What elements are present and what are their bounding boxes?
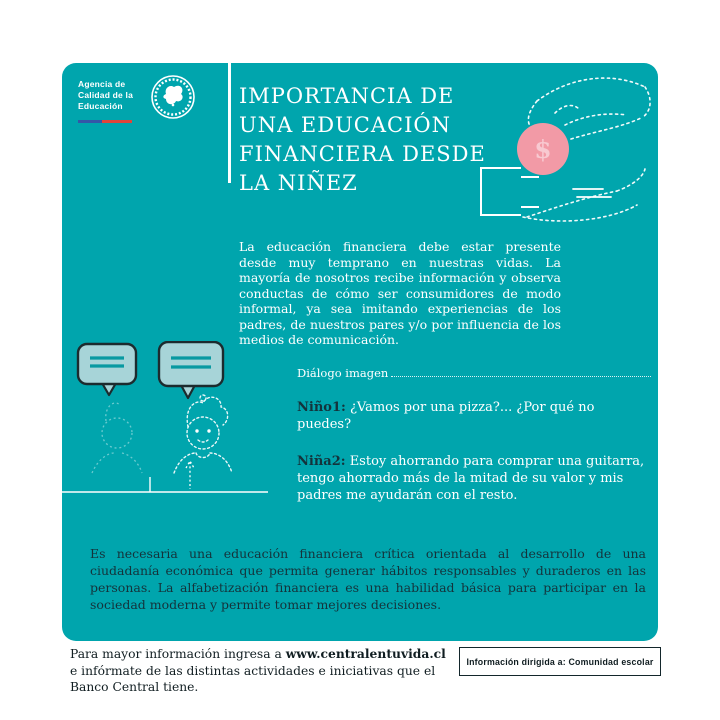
footer-line-2: e infórmate de las distintas actividades e iniciativas que el Banco Central tiene. <box>70 663 436 694</box>
flag-blue-segment <box>78 120 102 123</box>
dialogue-label-row <box>297 366 651 380</box>
speech-bubble-icon <box>159 342 223 398</box>
agency-seal-icon <box>150 74 196 120</box>
page-title <box>239 82 486 198</box>
speech-bubble-icon <box>78 344 136 395</box>
intro-paragraph: La educación financiera debe estar presente desde muy temprano en nuestras vidas. La mayoría de nosotros recibe información y observa conductas de cómo ser consumidores de modo informal, ya sea imitando experiencias de los padres, de nuestros pares y/o por influencia de los medios de comunicación. <box>239 239 561 347</box>
dialogue-label: Diálogo imagen <box>297 366 389 380</box>
audience-box <box>459 647 661 676</box>
dialogue-text: ¿Vamos por una pizza?... ¿Por qué no puedes? <box>297 400 595 432</box>
title-line: LA NIÑEZ <box>239 171 358 195</box>
logo-line: Agencia de <box>78 79 126 89</box>
title-line: UNA EDUCACIÓN <box>239 113 451 137</box>
cuff-outline <box>481 168 539 215</box>
dialogue-text: Estoy ahorrando para comprar una guitarra, tengo ahorrado más de la mitad de su valor y mis padres me ayudarán con el resto. <box>297 454 645 503</box>
footer-line-1 <box>70 646 460 663</box>
coin-dollar-symbol: $ <box>534 135 552 164</box>
title-separator-line <box>228 63 231 183</box>
kids-dialogue-illustration <box>62 341 268 497</box>
speaker-name: Niño1: <box>297 400 346 415</box>
audience-label: Información dirigida a: Comunidad escolar <box>466 656 654 667</box>
footer-info <box>70 646 460 696</box>
coin-icon <box>517 123 569 175</box>
title-line: FINANCIERA DESDE <box>239 142 486 166</box>
logo-line: Calidad de la <box>78 90 134 100</box>
hand-coin-illustration <box>477 65 655 233</box>
website-url: www.centralentuvida.cl <box>285 646 446 661</box>
closing-note: Es necesaria una educación financiera crítica orientada al desarrollo de una ciudadanía económica que permita generar hábitos responsables y duraderos en las personas. La alfabetización financiera es una habilidad básica para participar en la sociedad moderna y permite tomar mejores decisiones. <box>90 546 646 612</box>
dotted-rule <box>391 367 651 377</box>
title-line: IMPORTANCIA DE <box>239 84 455 108</box>
dialogue-line <box>297 399 651 433</box>
dialogue-section <box>297 366 651 504</box>
agency-logo <box>78 79 133 112</box>
chile-flag-bar <box>78 120 132 123</box>
footer-prefix: Para mayor información ingresa a <box>70 647 286 661</box>
logo-line: Educación <box>78 101 123 111</box>
dialogue-line <box>297 453 651 504</box>
flag-red-segment <box>102 120 132 123</box>
main-panel <box>62 63 658 641</box>
child-face-illustration <box>174 395 232 473</box>
speaker-name: Niña2: <box>297 454 346 469</box>
